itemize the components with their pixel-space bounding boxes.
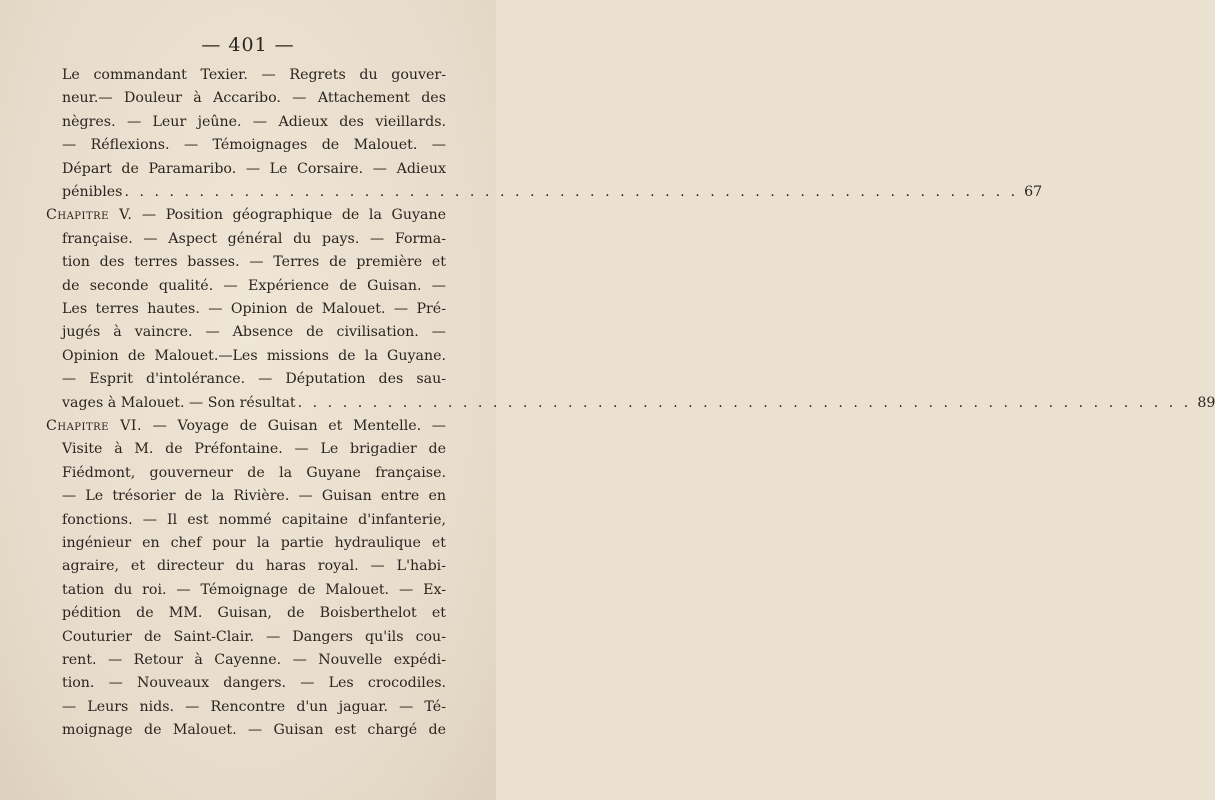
toc-entry-text: Fiédmont, gouverneur de la Guyane française.: [62, 464, 446, 481]
toc-entry-text: de seconde qualité. — Expérience de Guisan. —: [62, 277, 446, 294]
toc-line: [62, 111, 446, 133]
toc-entry-text: — Réflexions. — Témoignages de Malouet. —: [62, 137, 446, 154]
toc-line: [62, 158, 446, 180]
toc-entry-text: neur.— Douleur à Accaribo. — Attachement des: [62, 90, 446, 107]
toc-entry-text: ingénieur en chef pour la partie hydraulique et: [62, 535, 446, 551]
toc-line: [62, 275, 446, 297]
toc-entry-text: moignage de Malouet. — Guisan est chargé de: [62, 722, 446, 739]
toc-entry-text: nègres. — Leur jeûne. — Adieux des vieillards.: [62, 113, 446, 130]
toc-entry-text: Couturier de Saint-Clair. — Dangers qu'ils cou-: [62, 628, 446, 645]
toc-entry-text: rent. — Retour à Cayenne. — Nouvelle expédi-: [62, 652, 446, 668]
toc-line: [62, 649, 446, 671]
toc-line: [62, 602, 446, 624]
toc-entry-text: Chapitre V. — Position géographique de la Guyane: [46, 207, 446, 224]
toc-entry-text: Départ de Paramaribo. — Le Corsaire. — Adieux: [62, 160, 446, 177]
dot-leader: . . . . . . . . . . . . . . . . . . . . . . . . . . . . . . . . . . . . . . . . . . . . . . . . . . . . . . . . . . . .: [297, 394, 1192, 411]
toc-line: [46, 204, 446, 226]
toc-entry-text: tion des terres basses. — Terres de première et: [62, 254, 446, 271]
toc-line: [62, 672, 446, 694]
toc-line: [62, 579, 446, 601]
toc-entry-text: pénibles: [62, 184, 123, 200]
toc-page-number: 89: [1197, 394, 1215, 411]
toc-line: [62, 181, 1043, 203]
toc-line: [62, 696, 446, 718]
toc-entry-text: Visite à M. de Préfontaine. — Le brigadier de: [62, 441, 446, 458]
toc-line: [62, 228, 446, 250]
toc-entry-text: tation du roi. — Témoignage de Malouet. — Ex-: [62, 581, 446, 598]
toc-entry-text: — Esprit d'intolérance. — Députation des sau-: [62, 371, 446, 388]
toc-entry-text: vages à Malouet. — Son résultat: [62, 394, 296, 411]
toc-line: [62, 251, 446, 273]
page-number: — 401 —: [201, 34, 295, 56]
toc-line: [62, 509, 446, 531]
toc-line: [62, 462, 446, 484]
dot-leader: . . . . . . . . . . . . . . . . . . . . . . . . . . . . . . . . . . . . . . . . . . . . . . . . . . . . . . . . . . . .: [124, 184, 1019, 200]
toc-line: [62, 321, 446, 343]
toc-entry-text: Les terres hautes. — Opinion de Malouet. — Pré-: [62, 301, 446, 317]
toc-entry-text: agraire, et directeur du haras royal. — L'habi-: [62, 558, 446, 575]
toc-line: [62, 438, 446, 460]
toc-line: [62, 555, 446, 577]
toc-entry-text: jugés à vaincre. — Absence de civilisation. —: [62, 324, 446, 341]
toc-line: [62, 485, 446, 507]
toc-entry-text: Le commandant Texier. — Regrets du gouver-: [62, 67, 446, 83]
toc-line: [62, 532, 446, 554]
toc-line: [62, 392, 1215, 414]
toc-line: [62, 345, 446, 367]
toc-line: [62, 64, 446, 86]
toc-entry-text: pédition de MM. Guisan, de Boisberthelot et: [62, 605, 446, 622]
toc-entry-text: fonctions. — Il est nommé capitaine d'infanterie,: [62, 511, 446, 528]
toc-entry-text: — Le trésorier de la Rivière. — Guisan entre en: [62, 488, 446, 505]
toc-entry-text: Chapitre VI. — Voyage de Guisan et Mentelle. —: [46, 418, 446, 434]
toc-page-number: 67: [1024, 184, 1043, 200]
toc-line: [62, 134, 446, 156]
toc-entry-text: française. — Aspect général du pays. — Forma-: [62, 230, 446, 247]
toc-entry-text: tion. — Nouveaux dangers. — Les crocodiles.: [62, 675, 446, 692]
toc-line: [62, 368, 446, 390]
toc-line: [62, 626, 446, 648]
toc-line: [62, 298, 446, 320]
chapter-label: Chapitre V.: [46, 207, 133, 224]
toc-entry-text: Opinion de Malouet.—Les missions de la Guyane.: [62, 347, 446, 364]
toc-entry-text: — Leurs nids. — Rencontre d'un jaguar. — Té-: [62, 698, 446, 715]
toc-line: [62, 87, 446, 109]
toc-line: [46, 415, 446, 437]
toc-line: [62, 719, 446, 741]
chapter-label: Chapitre VI.: [46, 418, 142, 434]
